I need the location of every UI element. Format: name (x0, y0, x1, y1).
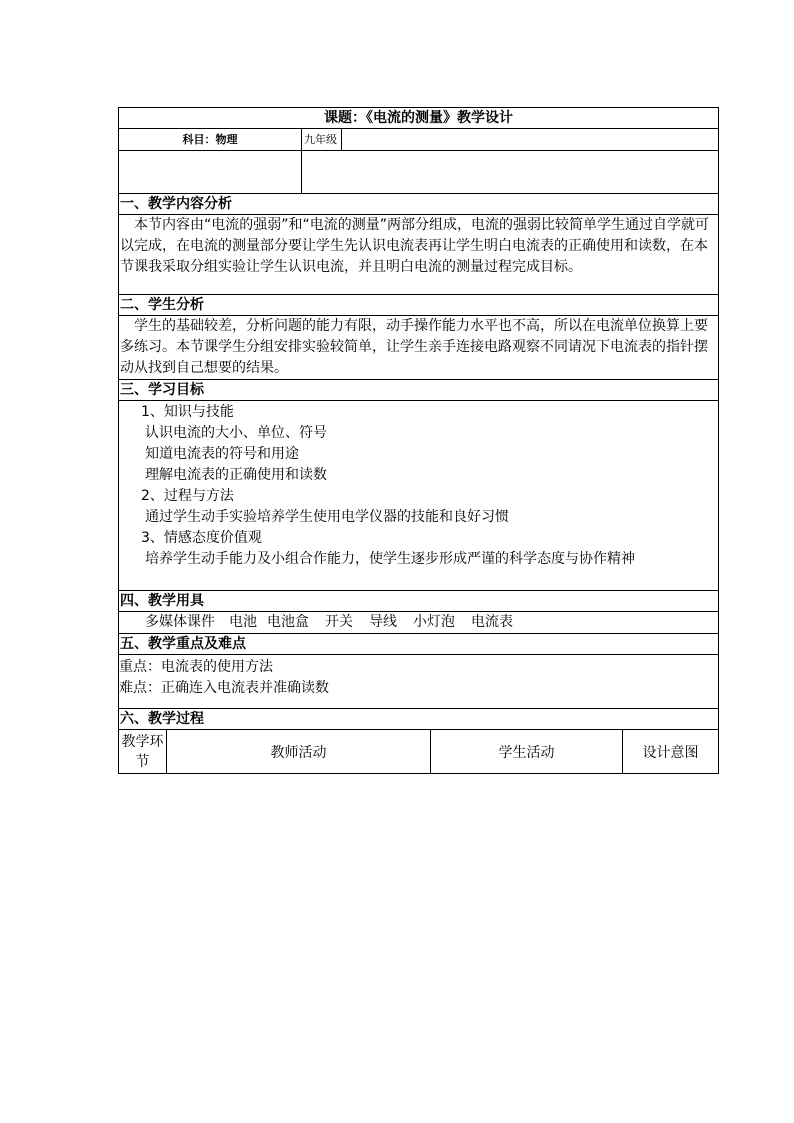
column-header-intent: 设计意图 (642, 744, 699, 761)
section-heading-process: 六、教学过程 (118, 709, 719, 730)
key-point-difficult: 难点：正确连入电流表并准确读数 (119, 680, 329, 696)
tool-item: 电池盒 (267, 614, 309, 630)
goals-list (118, 401, 719, 591)
goal-line: 理解电流表的正确使用和读数 (145, 467, 327, 483)
document-title: 课题：《电流的测量》教学设计 (118, 107, 719, 129)
column-header-student: 学生活动 (431, 730, 623, 773)
tools-list (118, 612, 719, 634)
goal-line: 认识电流的大小、单位、符号 (145, 425, 327, 441)
section-heading-tools: 四、教学用具 (118, 591, 719, 612)
tool-item: 电池 (229, 614, 257, 630)
section-heading-key-points: 五、教学重点及难点 (118, 634, 719, 655)
lesson-plan-document (118, 107, 719, 774)
column-header-stage: 教学环节 (119, 730, 167, 773)
tool-item: 小灯泡 (413, 614, 455, 630)
student-analysis-text: 学生的基础较差，分析问题的能力有限，动手操作能力水平也不高，所以在电流单位换算上要多练习。本节课学生分组安排实验较简单，让学生亲手连接电路观察不同请况下电流表的指针摆动从找到自己想要的结果。 (118, 316, 719, 380)
key-point-important: 重点：电流表的使用方法 (119, 659, 273, 675)
tool-item: 多媒体课件 (145, 614, 215, 630)
section-heading-content-analysis: 一、教学内容分析 (118, 194, 719, 215)
subject-label: 科目：物理 (119, 129, 302, 150)
blank-row (118, 151, 719, 194)
process-table-header (118, 730, 719, 774)
subject-row (118, 129, 719, 151)
content-analysis-text: 本节内容由“电流的强弱”和“电流的测量”两部分组成，电流的强弱比较简单学生通过自学就可以完成，在电流的测量部分要让学生先认识电流表再让学生明白电流表的正确使用和读数，在本节课我采取分组实验让学生认识电流，并且明白电流的测量过程完成目标。 (118, 215, 719, 295)
grade-label: 九年级 (302, 129, 342, 150)
section-heading-goals: 三、学习目标 (118, 380, 719, 401)
empty-cell (342, 129, 718, 150)
goal-line: 知道电流表的符号和用途 (145, 446, 299, 462)
tool-item: 导线 (369, 614, 397, 630)
column-header-teacher: 教师活动 (167, 730, 431, 773)
section-heading-student-analysis: 二、学生分析 (118, 295, 719, 316)
goal-line: 通过学生动手实验培养学生使用电学仪器的技能和良好习惯 (145, 509, 509, 525)
goal-line: 2、过程与方法 (141, 488, 234, 504)
tool-item: 开关 (325, 614, 353, 630)
tool-item: 电流表 (471, 614, 513, 630)
goal-line: 培养学生动手能力及小组合作能力，使学生逐步形成严谨的科学态度与协作精神 (145, 551, 635, 567)
goal-line: 1、知识与技能 (141, 404, 234, 420)
key-points (118, 655, 719, 709)
empty-cell-left (119, 151, 302, 193)
goal-line: 3、情感态度价值观 (141, 530, 262, 546)
empty-cell-right (302, 151, 718, 193)
